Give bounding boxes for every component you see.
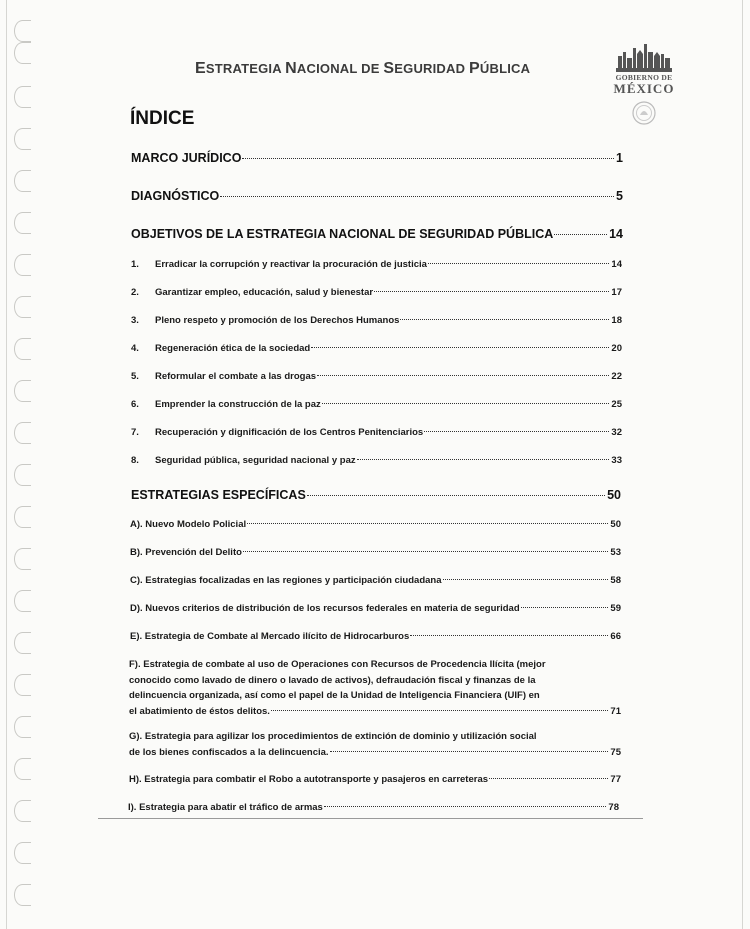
dot-leader bbox=[324, 806, 607, 807]
document-header-title: ESTRATEGIA NACIONAL DE SEGURIDAD PÚBLICA bbox=[195, 60, 531, 77]
dot-leader bbox=[271, 710, 608, 711]
toc-page-number: 66 bbox=[610, 631, 621, 642]
binder-hole bbox=[14, 590, 31, 612]
binder-hole bbox=[14, 716, 31, 738]
dot-leader bbox=[443, 579, 609, 580]
binder-hole bbox=[14, 674, 31, 696]
dot-leader bbox=[307, 495, 605, 496]
toc-entry-label: C). Estrategias focalizadas en las regiones y participación ciudadana bbox=[130, 575, 442, 586]
toc-entry-label: Seguridad pública, seguridad nacional y paz bbox=[155, 455, 356, 466]
dot-leader bbox=[220, 196, 614, 197]
toc-entry-label: I). Estrategia para abatir el tráfico de armas bbox=[128, 802, 323, 813]
toc-item-number: 6. bbox=[131, 399, 139, 410]
toc-entry-label: Garantizar empleo, educación, salud y bienestar bbox=[155, 287, 374, 298]
toc-entry-last-line bbox=[129, 745, 621, 761]
toc-subentry-objetivo[interactable] bbox=[131, 287, 622, 298]
binder-hole bbox=[14, 380, 31, 402]
dot-leader bbox=[400, 319, 609, 320]
toc-subentry-estrategia-g[interactable] bbox=[129, 729, 621, 760]
toc-page-number: 50 bbox=[610, 519, 621, 530]
toc-page-number: 1 bbox=[616, 151, 623, 165]
national-seal-icon bbox=[632, 101, 656, 125]
toc-page-number: 32 bbox=[611, 427, 622, 438]
binder-hole bbox=[14, 632, 31, 654]
toc-entry-text-line: conocido como lavado de dinero o lavado de activos), defraudación fiscal y finanzas de la bbox=[129, 674, 536, 686]
binder-hole bbox=[14, 338, 31, 360]
dot-leader bbox=[554, 234, 607, 235]
binder-hole bbox=[14, 86, 31, 108]
toc-entry-label: A). Nuevo Modelo Policial bbox=[130, 519, 247, 530]
toc-subentry-estrategia[interactable] bbox=[130, 575, 621, 586]
page-edge-right bbox=[742, 0, 743, 929]
binder-hole bbox=[14, 254, 31, 276]
toc-entry-diagnostico[interactable] bbox=[131, 189, 623, 203]
toc-page-number: 5 bbox=[616, 189, 623, 203]
dot-leader bbox=[374, 291, 609, 292]
toc-item-number: 7. bbox=[131, 427, 139, 438]
binder-hole bbox=[14, 758, 31, 780]
binder-holes bbox=[14, 20, 36, 920]
toc-page-number: 14 bbox=[609, 227, 623, 241]
gobierno-de-mexico-logo bbox=[604, 38, 684, 128]
toc-page-number: 50 bbox=[607, 488, 621, 502]
dot-leader bbox=[489, 778, 608, 779]
toc-item-number: 4. bbox=[131, 343, 139, 354]
toc-subentry-objetivo[interactable] bbox=[131, 343, 622, 354]
toc-entry-label: Recuperación y dignificación de los Centros Penitenciarios bbox=[155, 427, 424, 438]
binder-hole bbox=[14, 42, 31, 64]
toc-entry-label: Pleno respeto y promoción de los Derechos Humanos bbox=[155, 315, 400, 326]
toc-subentry-estrategia[interactable] bbox=[130, 631, 621, 642]
toc-page-number: 53 bbox=[610, 547, 621, 558]
toc-page-number: 20 bbox=[611, 343, 622, 354]
toc-subentry-estrategia-f[interactable] bbox=[129, 657, 621, 719]
toc-item-number: 3. bbox=[131, 315, 139, 326]
toc-page-number: 58 bbox=[610, 575, 621, 586]
heritage-skyline-icon bbox=[614, 38, 674, 72]
dot-leader bbox=[410, 635, 608, 636]
toc-entry-text-line: delincuencia organizada, así como el papel de la Unidad de Inteligencia Financiera (UIF) en bbox=[129, 690, 540, 701]
binder-hole bbox=[14, 212, 31, 234]
binder-hole bbox=[14, 170, 31, 192]
toc-item-number: 2. bbox=[131, 287, 139, 298]
toc-page-number: 78 bbox=[608, 802, 619, 813]
toc-page-number: 22 bbox=[611, 371, 622, 382]
toc-subentry-estrategia[interactable] bbox=[130, 519, 621, 530]
toc-page-number: 75 bbox=[610, 746, 621, 758]
dot-leader bbox=[428, 263, 610, 264]
dot-leader bbox=[311, 347, 609, 348]
toc-entry-label: H). Estrategia para combatir el Robo a autotransporte y pasajeros en carreteras bbox=[129, 774, 489, 785]
page-edge-left bbox=[6, 0, 7, 929]
logo-line-gobierno: GOBIERNO DE bbox=[615, 73, 673, 82]
toc-page-number: 77 bbox=[610, 774, 621, 785]
toc-entry-label: MARCO JURÍDICO bbox=[131, 151, 242, 165]
dot-leader bbox=[424, 431, 609, 432]
toc-item-number: 1. bbox=[131, 259, 139, 270]
toc-subentry-estrategia[interactable] bbox=[130, 547, 621, 558]
toc-subentry-objetivo[interactable] bbox=[131, 259, 622, 270]
toc-entry-label: Emprender la construcción de la paz bbox=[155, 399, 321, 410]
toc-entry-label: B). Prevención del Delito bbox=[130, 547, 242, 558]
toc-subentry-estrategia[interactable] bbox=[128, 802, 619, 813]
toc-subentry-objetivo[interactable] bbox=[131, 399, 622, 410]
toc-entry-estrategias[interactable] bbox=[131, 488, 621, 502]
toc-item-number: 8. bbox=[131, 455, 139, 466]
toc-entry-text-line: el abatimiento de éstos delitos. bbox=[129, 705, 270, 717]
toc-subentry-objetivo[interactable] bbox=[131, 371, 622, 382]
dot-leader bbox=[317, 375, 609, 376]
binder-hole bbox=[14, 842, 31, 864]
toc-page-number: 59 bbox=[610, 603, 621, 614]
toc-page-number: 25 bbox=[611, 399, 622, 410]
toc-subentry-objetivo[interactable] bbox=[131, 315, 622, 326]
toc-entry-label: ESTRATEGIAS ESPECÍFICAS bbox=[131, 488, 306, 502]
toc-entry-label: Erradicar la corrupción y reactivar la procuración de justicia bbox=[155, 259, 427, 270]
toc-entry-text-line: de los bienes confiscados a la delincuencia. bbox=[129, 746, 329, 758]
toc-entry-label: Reformular el combate a las drogas bbox=[155, 371, 317, 382]
binder-hole bbox=[14, 800, 31, 822]
toc-subentry-objetivo[interactable] bbox=[131, 427, 622, 438]
toc-page-number: 17 bbox=[611, 287, 622, 298]
toc-subentry-objetivo[interactable] bbox=[131, 455, 622, 466]
binder-hole bbox=[14, 884, 31, 906]
toc-subentry-estrategia[interactable] bbox=[130, 603, 621, 614]
dot-leader bbox=[243, 551, 609, 552]
dot-leader bbox=[521, 607, 609, 608]
dot-leader bbox=[322, 403, 610, 404]
binder-hole bbox=[14, 464, 31, 486]
logo-line-mexico: MÉXICO bbox=[613, 81, 675, 96]
binder-hole bbox=[14, 422, 31, 444]
toc-entry-objetivos[interactable] bbox=[131, 227, 623, 241]
toc-entry-text-line: G). Estrategia para agilizar los procedimientos de extinción de dominio y utilización social bbox=[129, 731, 537, 742]
toc-page-number: 18 bbox=[611, 315, 622, 326]
toc-page-number: 71 bbox=[610, 705, 621, 717]
toc-entry-label: Regeneración ética de la sociedad bbox=[155, 343, 311, 354]
binder-hole bbox=[14, 20, 31, 42]
dot-leader bbox=[247, 523, 608, 524]
dot-leader bbox=[357, 459, 610, 460]
toc-page-number: 14 bbox=[611, 259, 622, 270]
index-title: ÍNDICE bbox=[130, 108, 195, 129]
toc-entry-label: DIAGNÓSTICO bbox=[131, 189, 220, 203]
toc-item-number: 5. bbox=[131, 371, 139, 382]
dot-leader bbox=[330, 751, 609, 752]
binder-hole bbox=[14, 296, 31, 318]
binder-hole bbox=[14, 548, 31, 570]
toc-entry-label: E). Estrategia de Combate al Mercado ilícito de Hidrocarburos bbox=[130, 631, 410, 642]
binder-hole bbox=[14, 128, 31, 150]
bottom-rule-divider bbox=[98, 818, 643, 819]
toc-entry-label: OBJETIVOS DE LA ESTRATEGIA NACIONAL DE SEGURIDAD PÚBLICA bbox=[131, 227, 554, 241]
toc-page-number: 33 bbox=[611, 455, 622, 466]
toc-entry-last-line bbox=[129, 704, 621, 720]
toc-subentry-estrategia[interactable] bbox=[129, 774, 621, 785]
toc-entry-text-line: F). Estrategia de combate al uso de Operaciones con Recursos de Procedencia Ilícita (mejor bbox=[129, 659, 546, 670]
dot-leader bbox=[242, 158, 614, 159]
toc-entry-marco-juridico[interactable] bbox=[131, 151, 623, 165]
binder-hole bbox=[14, 506, 31, 528]
toc-entry-label: D). Nuevos criterios de distribución de los recursos federales en materia de seguridad bbox=[130, 603, 520, 614]
